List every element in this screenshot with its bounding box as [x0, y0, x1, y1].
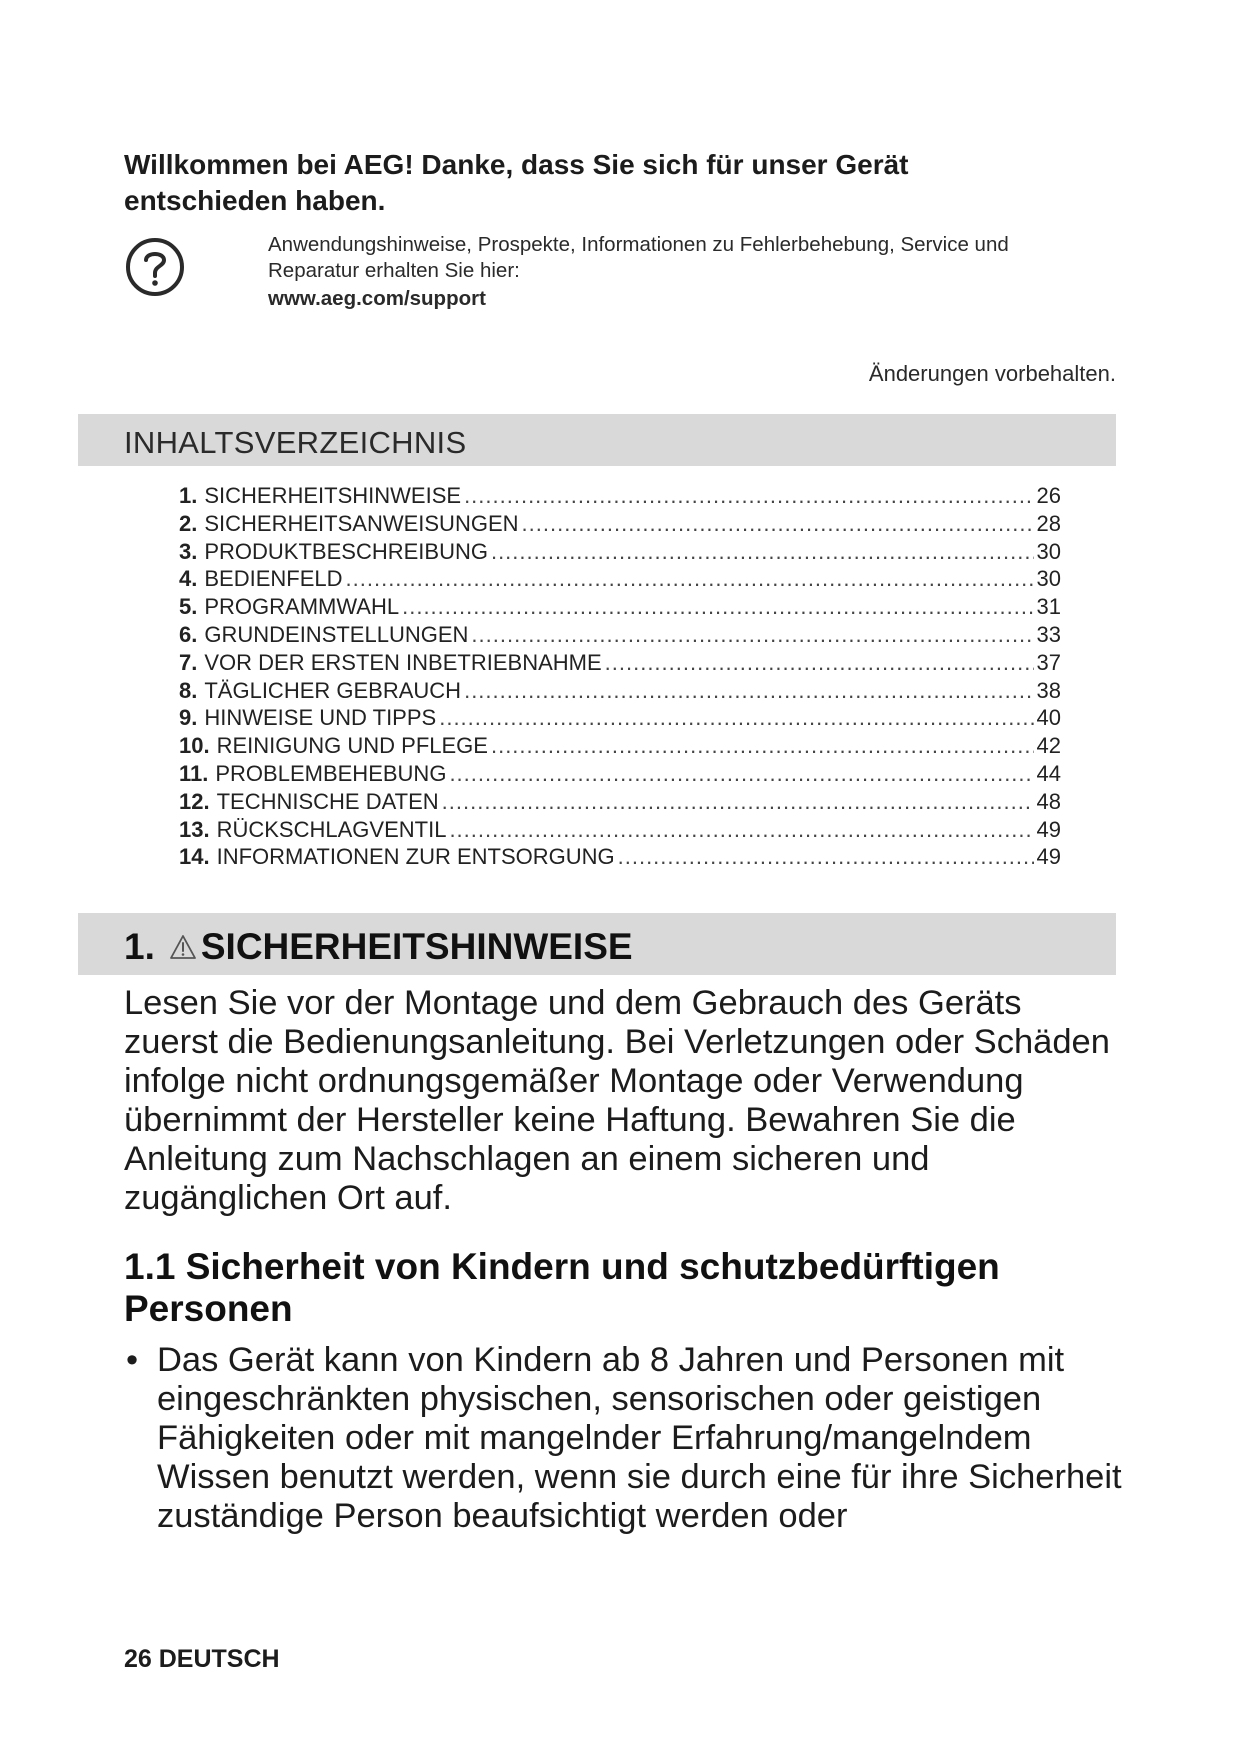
toc-item-number: 5.: [179, 594, 198, 620]
toc-item-label: PRODUKTBESCHREIBUNG: [204, 538, 488, 564]
toc-item-page: 37: [1036, 649, 1061, 675]
toc-item[interactable]: [179, 621, 1061, 649]
toc-item[interactable]: [179, 732, 1061, 760]
toc-leader-dots: [491, 732, 1034, 760]
toc-item-label: PROGRAMMWAHL: [204, 594, 400, 620]
toc-item-number: 4.: [179, 566, 198, 592]
toc-item-page: 28: [1036, 510, 1061, 536]
list-item: [124, 1341, 1124, 1536]
support-description: Anwendungshinweise, Prospekte, Informationen zu Fehlerbehebung, Service und Reparatur erhalten Sie hier:: [268, 233, 1009, 282]
toc-item-page: 31: [1036, 594, 1061, 620]
toc-item-number: 13.: [179, 816, 210, 842]
toc-item-label: GRUNDEINSTELLUNGEN: [204, 621, 469, 647]
toc-item-page: 48: [1036, 788, 1061, 814]
toc-item[interactable]: [179, 482, 1061, 510]
subsection-title: 1.1 Sicherheit von Kindern und schutzbedürftigen Personen: [124, 1246, 1000, 1329]
toc-leader-dots: [491, 538, 1034, 566]
toc-item-label: VOR DER ERSTEN INBETRIEBNAHME: [204, 649, 602, 675]
changes-note: Änderungen vorbehalten.: [868, 361, 1116, 386]
toc-item-label: BEDIENFELD: [204, 566, 343, 592]
toc-item-number: 9.: [179, 705, 198, 731]
toc-item-label: SICHERHEITSHINWEISE: [204, 483, 462, 508]
toc-item-number: 14.: [179, 844, 210, 870]
toc-item-label: REINIGUNG UND PFLEGE: [216, 733, 488, 759]
toc-item-number: 8.: [179, 677, 198, 703]
support-link[interactable]: www.aeg.com/support: [268, 287, 486, 310]
toc-leader-dots: [449, 760, 1033, 788]
toc-item-page: 49: [1036, 844, 1061, 870]
toc-item-page: 26: [1036, 483, 1061, 508]
toc-item-label: INFORMATIONEN ZUR ENTSORGUNG: [216, 844, 615, 870]
toc-leader-dots: [522, 510, 1034, 538]
toc-item-page: 49: [1036, 816, 1061, 842]
toc-item-number: 1.: [179, 483, 198, 508]
warning-triangle-icon: [169, 934, 197, 960]
toc-item[interactable]: [179, 843, 1061, 871]
toc-item[interactable]: [179, 704, 1061, 732]
table-of-contents: [179, 482, 1061, 871]
toc-leader-dots: [464, 482, 1033, 510]
section1-title-text: SICHERHEITSHINWEISE: [200, 926, 633, 967]
toc-item[interactable]: [179, 510, 1061, 538]
toc-item-page: 44: [1036, 760, 1061, 786]
toc-item-number: 6.: [179, 621, 198, 647]
toc-item-number: 10.: [179, 733, 210, 759]
page-footer: 26 DEUTSCH: [124, 1645, 280, 1673]
toc-leader-dots: [464, 677, 1033, 705]
toc-item-page: 42: [1036, 733, 1061, 759]
toc-item-page: 30: [1036, 538, 1061, 564]
toc-leader-dots: [605, 649, 1034, 677]
list-item-text: Das Gerät kann von Kindern ab 8 Jahren und Personen mit eingeschränkten physischen, sensorischen oder geistigen Fähigkeiten oder mit mangelnder Erfahrung/mangelndem Wissen benutzt werden, wenn sie durch eine für ihre Sicherheit zuständige Person beaufsichtigt werden oder: [157, 1341, 1122, 1535]
toc-item[interactable]: [179, 538, 1061, 566]
section1-number: 1.: [124, 926, 155, 967]
toc-leader-dots: [442, 788, 1034, 816]
section1-title: [124, 926, 633, 968]
toc-header-bar: [78, 414, 1116, 466]
toc-item-label: TÄGLICHER GEBRAUCH: [204, 677, 462, 703]
toc-item-number: 3.: [179, 538, 198, 564]
toc-item[interactable]: [179, 649, 1061, 677]
toc-leader-dots: [402, 593, 1033, 621]
section1-intro: Lesen Sie vor der Montage und dem Gebrauch des Geräts zuerst die Bedienungsanleitung. Bei Verletzungen oder Schäden infolge nicht ordnungsgemäßer Montage oder Verwendung übernimmt der Hersteller keine Haftung. Bewahren Sie die Anleitung zum Nachschlagen an einem sicheren und zugänglichen Ort auf.: [124, 984, 1110, 1217]
bullet-list: [124, 1341, 1124, 1536]
toc-leader-dots: [449, 816, 1033, 844]
welcome-heading: Willkommen bei AEG! Danke, dass Sie sich für unser Gerät entschieden haben.: [124, 149, 909, 216]
toc-item[interactable]: [179, 565, 1061, 593]
toc-item-label: RÜCKSCHLAGVENTIL: [216, 816, 447, 842]
toc-item-page: 40: [1036, 705, 1061, 731]
toc-item[interactable]: [179, 760, 1061, 788]
toc-item[interactable]: [179, 816, 1061, 844]
toc-item-label: PROBLEMBEHEBUNG: [215, 760, 447, 786]
section1-header-bar: [78, 913, 1116, 975]
toc-item[interactable]: [179, 593, 1061, 621]
toc-item-label: TECHNISCHE DATEN: [216, 788, 439, 814]
toc-item-number: 2.: [179, 510, 198, 536]
support-info: [268, 232, 1098, 312]
toc-item-number: 11.: [179, 760, 209, 786]
toc-item-page: 38: [1036, 677, 1061, 703]
toc-item-page: 30: [1036, 566, 1061, 592]
toc-item-number: 7.: [179, 649, 198, 675]
toc-title: INHALTSVERZEICHNIS: [124, 425, 467, 460]
toc-item-label: HINWEISE UND TIPPS: [204, 705, 437, 731]
toc-item[interactable]: [179, 677, 1061, 705]
help-circle-icon: [124, 236, 186, 298]
bullet-marker: •: [126, 1341, 139, 1379]
toc-leader-dots: [439, 704, 1033, 732]
toc-leader-dots: [618, 843, 1034, 871]
toc-item[interactable]: [179, 788, 1061, 816]
toc-item-number: 12.: [179, 788, 210, 814]
toc-item-label: SICHERHEITSANWEISUNGEN: [204, 510, 519, 536]
toc-leader-dots: [346, 565, 1034, 593]
toc-leader-dots: [471, 621, 1033, 649]
toc-item-page: 33: [1036, 621, 1061, 647]
